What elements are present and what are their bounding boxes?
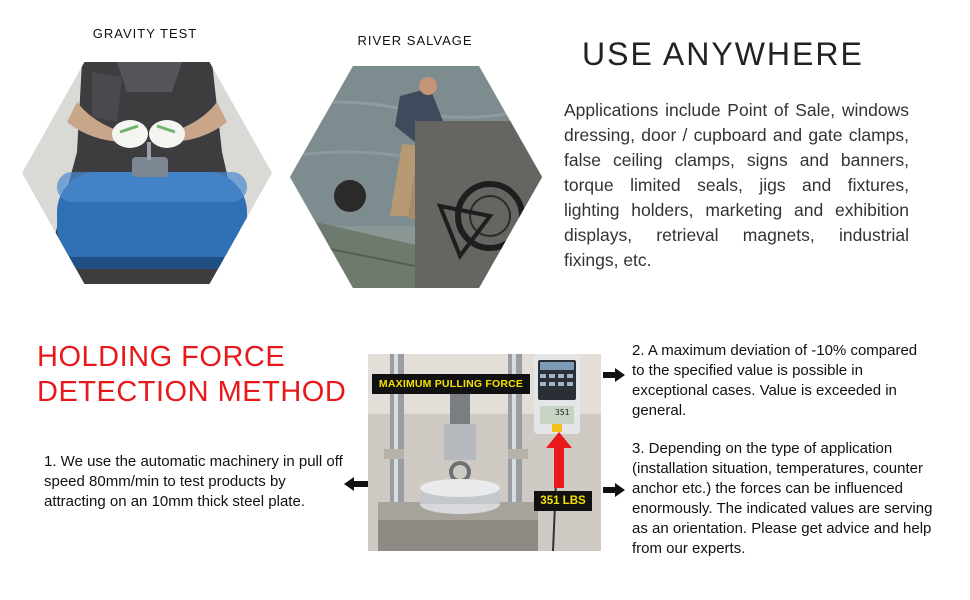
pulling-force-test-photo [368, 354, 601, 551]
arrow-right-icon [603, 368, 625, 382]
gauge-reading: 351 [555, 408, 570, 417]
gravity-test-photo [22, 62, 272, 284]
holding-force-title-line1: HOLDING FORCE [37, 341, 286, 373]
river-salvage-photo [290, 66, 542, 288]
arrow-right-icon [603, 483, 625, 497]
note-2-text: 2. A maximum deviation of -10% compared to the specified value is possible in exceptional cases. Value is exceeded in general. [632, 342, 918, 419]
note-3-text: 3. Depending on the type of application (installation situation, temperatures, counter anchor etc.) the forces can be influenced enormously. The indicated values are serving as an orientation. Please get advice and help from our experts. [632, 440, 933, 557]
use-anywhere-heading: USE ANYWHERE [582, 36, 864, 72]
river-salvage-caption: RIVER SALVAGE [357, 33, 473, 48]
maximum-pulling-force-label: MAXIMUM PULLING FORCE [372, 374, 530, 394]
arrow-left-icon [344, 477, 368, 491]
gravity-test-caption: GRAVITY TEST [92, 26, 198, 41]
holding-force-title-line2: DETECTION METHOD [37, 376, 347, 408]
note-1-text: 1. We use the automatic machinery in pull off speed 80mm/min to test products by attracting on an 10mm thick steel plate. [44, 453, 343, 510]
use-anywhere-text: Applications include Point of Sale, windows dressing, door / cupboard and gate clamps, false ceiling clamps, signs and banners, torque limited seals, jigs and fixtures, lighting holders, marketing and exhibition displays, retrieval magnets, industrial fixings, etc. [564, 100, 909, 270]
force-value-label: 351 LBS [534, 491, 592, 511]
